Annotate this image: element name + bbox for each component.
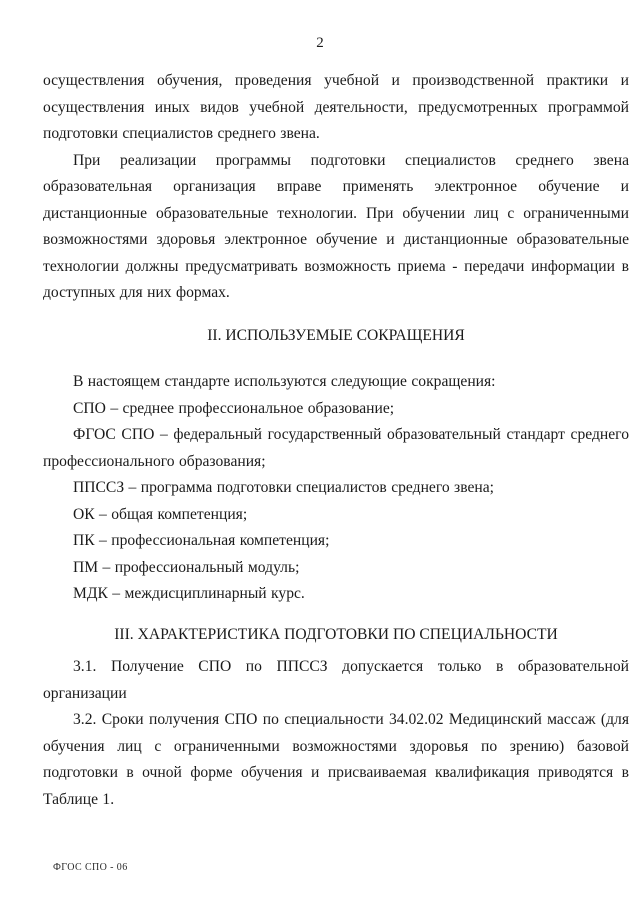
abbreviation-item-fgos-spo: ФГОС СПО – федеральный государственный образовательный стандарт среднего профессионального образования; (43, 426, 629, 470)
abbreviation-item-ok: ОК – общая компетенция; (73, 505, 248, 523)
abbreviation-item-spo: СПО – среднее профессиональное образование; (73, 399, 395, 417)
page-content (43, 68, 629, 813)
abbreviation-item-pm: ПМ – профессиональный модуль; (73, 558, 300, 576)
footer-document-code: ФГОС СПО - 06 (53, 862, 128, 873)
clause-3-1: 3.1. Получение СПО по ППССЗ допускается только в образовательной организации (43, 658, 629, 702)
clause-3-2: 3.2. Сроки получения СПО по специальности 34.02.02 Медицинский массаж (для обучения лиц с ограниченными возможностями здоровья по зрению) базовой подготовки в очной форме обучения и присваиваемая квалификация приводятся в Таблице 1. (43, 711, 629, 808)
section-heading-characteristics: III. ХАРАКТЕРИСТИКА ПОДГОТОВКИ ПО СПЕЦИАЛЬНОСТИ (114, 625, 558, 643)
section-heading-abbreviations: II. ИСПОЛЬЗУЕМЫЕ СОКРАЩЕНИЯ (207, 326, 465, 344)
abbreviation-item-mdk: МДК – междисциплинарный курс. (73, 585, 305, 602)
paragraph-elearning: При реализации программы подготовки специалистов среднего звена образовательная организация вправе применять электронное обучение и дистанционные образовательные технологии. При обучении лиц с ограниченными возможностями здоровья электронное обучение и дистанционные образовательные технологии должны предусматривать возможность приема - передачи информации в доступных для них формах. (43, 151, 629, 301)
abbreviations-intro: В настоящем стандарте используются следующие сокращения: (73, 373, 496, 390)
abbreviation-item-pk: ПК – профессиональная компетенция; (73, 532, 330, 549)
page-number: 2 (316, 35, 324, 51)
paragraph-continuation: осуществления обучения, проведения учебной и производственной практики и осуществления иных видов учебной деятельности, предусмотренных программой подготовки специалистов среднего звена. (43, 72, 629, 142)
abbreviation-item-ppssz: ППССЗ – программа подготовки специалистов среднего звена; (73, 479, 494, 496)
